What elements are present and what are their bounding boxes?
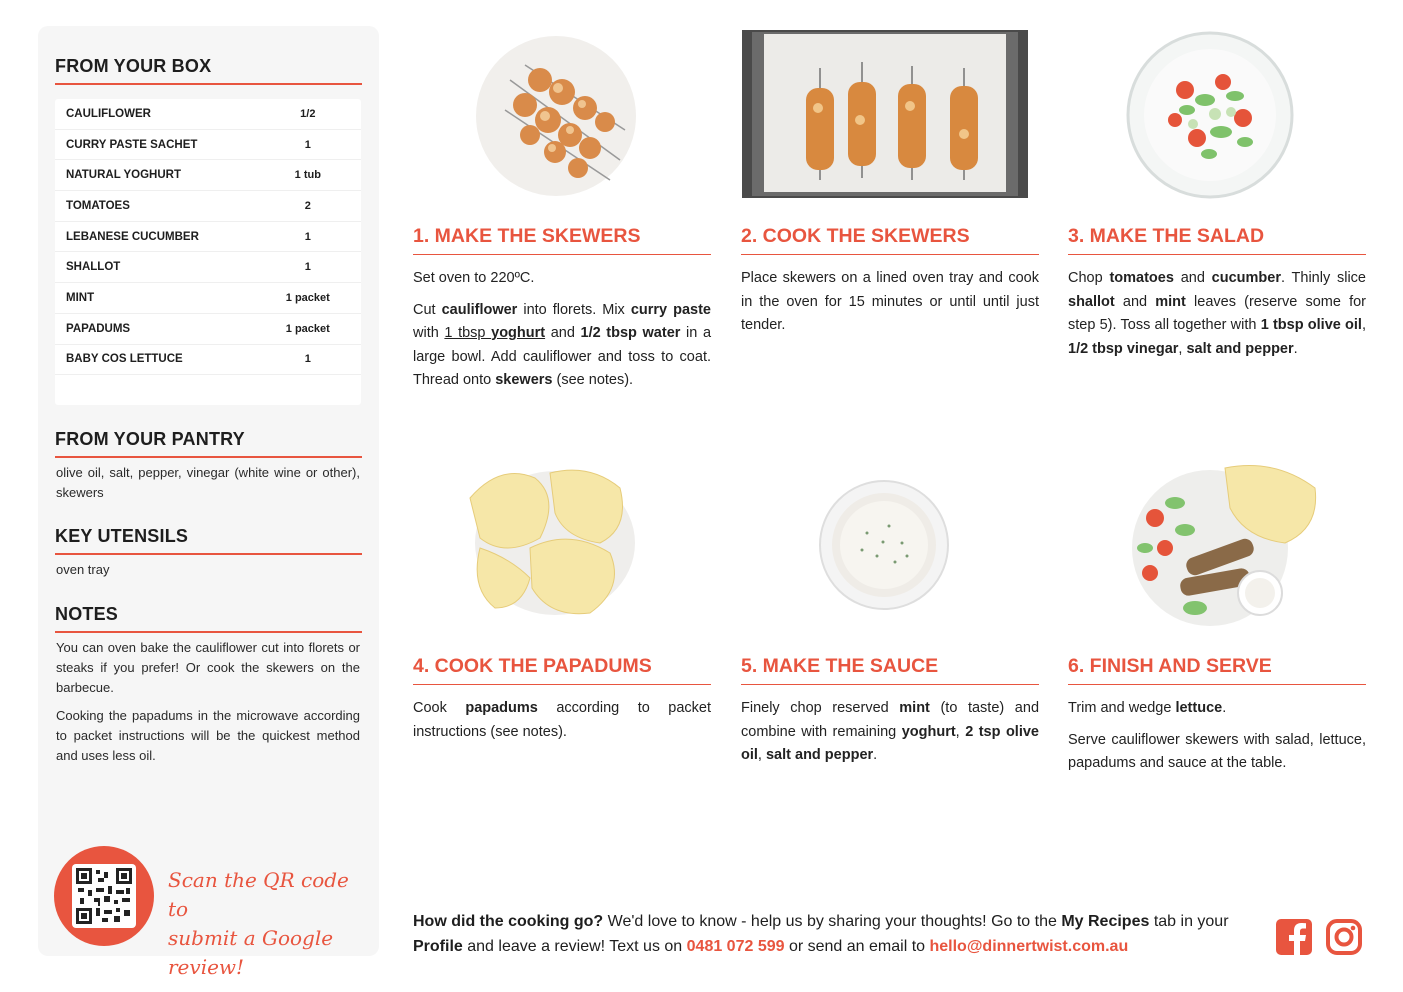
table-row [55,99,361,130]
review-footer [413,909,1263,959]
ingredient: shallot [1068,293,1115,310]
table-row [55,283,361,314]
papadums-image [460,458,640,623]
instagram-icon[interactable] [1325,918,1363,956]
table-row [55,130,361,161]
text: into florets. Mix [517,301,631,318]
text: with [413,325,445,341]
step-4-title: 4. COOK THE PAPADUMS [413,655,711,685]
ingredient-qty: 1 packet [285,322,330,335]
step-6-body [1068,697,1366,784]
text: and [1114,293,1156,310]
text: and [1173,270,1212,286]
ingredient-name: MINT [66,291,95,304]
text: and [545,325,581,341]
from-your-box-heading: FROM YOUR BOX [55,56,362,85]
text: 1 tbsp [444,325,486,341]
step-6-p2: Serve cauliflower skewers with salad, lettuce, papadums and sauce at the table. [1068,731,1366,771]
table-row [55,252,361,283]
ingredient-qty: 1 [304,138,311,151]
key-utensils-heading: KEY UTENSILS [55,526,362,555]
step-3-body [1068,267,1366,369]
text: . [1222,700,1227,716]
profile-label: Profile [413,938,463,955]
ingredient-name: CAULIFLOWER [66,107,151,120]
ingredient: mint [1155,293,1186,310]
ingredient-qty: 1 [304,261,311,274]
ingredient-name: BABY COS LETTUCE [66,353,183,366]
skewers-plate-image [470,30,640,200]
note-1: You can oven bake the cauliflower cut into florets or steaks if you prefer! Or cook the skewers on the barbecue. [56,640,360,695]
ingredient-name: NATURAL YOGHURT [66,169,181,182]
ingredient: lettuce [1175,700,1223,716]
table-row [55,160,361,191]
text: (see notes). [552,372,634,388]
qr-text-line-2: submit a Google review! [168,926,334,979]
qr-text-line-1: Scan the QR code to [168,868,349,921]
footer-text: We'd love to know - help us by sharing your thoughts! Go to the [603,913,1062,930]
ingredient-qty: 1/2 [300,107,316,120]
step-6-p1 [1068,697,1366,721]
text: , [955,723,966,740]
step-5-title: 5. MAKE THE SAUCE [741,655,1039,685]
yoghurt-sauce-image [817,478,951,612]
ingredient: 2 tsp olive oil [741,723,1039,763]
text: Trim and wedge [1068,700,1176,716]
qr-code-icon [72,864,136,928]
ingredient: salt and pepper [1186,340,1294,357]
ingredient: yoghurt [901,723,956,740]
text: Cook [413,700,466,716]
footer-text: and leave a review! Text us on [462,938,687,955]
utensils-text: oven tray [56,562,110,577]
step-2-p1: Place skewers on a lined oven tray and cook in the oven for 15 minutes or until until just tender. [741,270,1039,333]
text: , [1178,340,1187,357]
ingredient-qty: 1 tub [294,169,321,182]
text: . [1293,340,1298,357]
note-2: Cooking the papadums in the microwave according to packet instructions will be the quickest method and uses less oil. [56,708,360,763]
ingredient-qty: 1 [304,230,311,243]
ingredient-qty: 1 [304,353,311,366]
ingredient: curry paste [630,301,711,318]
step-4-body [413,697,711,752]
step-2-title: 2. COOK THE SKEWERS [741,225,1039,255]
ingredient: salt and pepper [765,747,874,763]
ingredient: 1/2 tbsp water [580,325,681,341]
table-row [55,345,361,376]
table-row [55,222,361,253]
step-5-body [741,697,1039,776]
email-link[interactable]: hello@dinnertwist.com.au [929,938,1129,955]
finished-dish-image [1125,458,1325,628]
text: leaves (reserve some for step 5). Toss all together with [1068,293,1367,333]
step-4-p1 [413,697,711,744]
ingredient-name: LEBANESE CUCUMBER [66,230,199,243]
ingredient-name: CURRY PASTE SACHET [66,138,198,151]
ingredients-sidebar [38,26,379,979]
from-your-pantry-heading: FROM YOUR PANTRY [55,429,362,458]
text: . Thinly slice [1280,270,1366,286]
ingredients-table [55,99,361,405]
ingredient: tomatoes [1109,270,1174,286]
step-5-p1 [741,697,1039,768]
text: Chop [1068,270,1110,286]
step-6-title: 6. FINISH AND SERVE [1068,655,1366,685]
text: in a large bowl. Add cauliflower and toss to coat. Thread onto [413,325,712,388]
text: , [757,747,766,763]
notes-text [56,638,360,774]
step-3-p1 [1068,267,1366,361]
text: according to packet instructions (see notes). [413,700,711,740]
text: Cut [413,301,442,318]
step-3-title: 3. MAKE THE SALAD [1068,225,1366,255]
text: Finely chop reserved [741,700,900,716]
qr-code-badge[interactable] [54,846,154,946]
ingredient: papadums [465,700,538,716]
qr-review-text [168,866,368,982]
ingredient: 1 tbsp olive oil [1260,317,1362,333]
ingredient: 1/2 tbsp vinegar [1068,340,1179,357]
table-row [55,191,361,222]
text: , [1361,317,1366,333]
ingredient-qty: 2 [304,199,311,212]
step-1-title: 1. MAKE THE SKEWERS [413,225,711,255]
phone-link[interactable]: 0481 072 599 [686,938,785,955]
step-1-p1: Set oven to 220ºC. [413,270,535,286]
ingredient: cauliflower [441,301,518,318]
ingredient-name: SHALLOT [66,261,121,274]
pantry-text: olive oil, salt, pepper, vinegar (white wine or other), skewers [56,465,360,500]
text: . [873,747,878,763]
facebook-icon[interactable] [1275,918,1313,956]
footer-question: How did the cooking go? [413,913,604,930]
ingredient-name: PAPADUMS [66,322,131,335]
salad-bowl-image [1125,30,1295,200]
footer-text: tab in your [1149,913,1229,930]
ingredient: skewers [495,372,553,388]
ingredient: cucumber [1211,270,1281,286]
skewers-tray-image [742,30,1028,198]
notes-heading: NOTES [55,604,362,633]
table-row [55,314,361,345]
step-2-body [741,267,1039,346]
ingredient-name: TOMATOES [66,199,130,212]
step-1-p2 [413,299,711,393]
step-1-body [413,267,711,401]
footer-text: or send an email to [784,938,930,955]
ingredient: mint [899,700,930,716]
text: (to taste) and combine with remaining [741,700,1040,740]
ingredient-qty: 1 packet [285,291,330,304]
ingredient: yoghurt [491,325,546,341]
my-recipes-label: My Recipes [1061,913,1150,930]
